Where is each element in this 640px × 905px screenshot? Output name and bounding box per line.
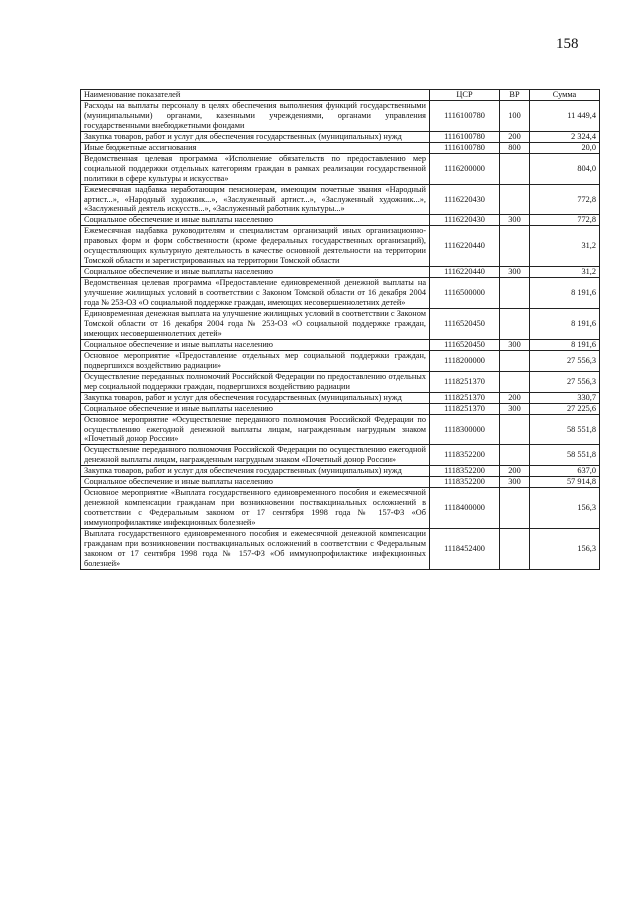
cell-sum: 156,3	[530, 488, 600, 529]
column-header-csr: ЦСР	[430, 90, 500, 101]
cell-csr: 1118352200	[430, 445, 500, 466]
cell-csr: 1116220440	[430, 226, 500, 267]
cell-name: Социальное обеспечение и иные выплаты населению	[81, 477, 430, 488]
column-header-name: Наименование показателей	[81, 90, 430, 101]
cell-csr: 1118352200	[430, 466, 500, 477]
cell-sum: 8 191,6	[530, 278, 600, 309]
table-row	[81, 184, 600, 215]
cell-name: Расходы на выплаты персоналу в целях обеспечения выполнения функций государственными (муниципальными) органами, казенными учреждениями, органами управления государственными внебюджетными фондами	[81, 100, 430, 131]
cell-name: Единовременная денежная выплата на улучшение жилищных условий в соответствии с Законом Томской области от 16 декабря 2004 года № 253-ОЗ «О социальной поддержке граждан, имеющих несовершеннолетних детей»	[81, 309, 430, 340]
cell-vr: 300	[500, 339, 530, 350]
table-row	[81, 445, 600, 466]
cell-vr: 300	[500, 477, 530, 488]
cell-csr: 1118352200	[430, 477, 500, 488]
cell-sum: 31,2	[530, 226, 600, 267]
table-row	[81, 414, 600, 445]
table-row	[81, 488, 600, 529]
table-row	[81, 477, 600, 488]
cell-name: Осуществление переданного полномочия Российской Федерации по осуществлению ежегодной денежной выплаты лицам, награжденным нагрудным знаком «Почетный донор России»	[81, 445, 430, 466]
cell-name: Основное мероприятие «Выплата государственного единовременного пособия и ежемесячной денежной компенсации гражданам при возникновении поствакцинальных осложнений в соответствии с Федеральным законом от 17 сентября 1998 года № 157-ФЗ «Об иммунопрофилактике инфекционных болезней»	[81, 488, 430, 529]
table-row	[81, 339, 600, 350]
cell-sum: 804,0	[530, 153, 600, 184]
cell-name: Основное мероприятие «Предоставление отдельных мер социальной поддержки граждан, подвергшихся воздействию радиации»	[81, 350, 430, 371]
cell-sum: 20,0	[530, 142, 600, 153]
table-row	[81, 215, 600, 226]
cell-name: Ведомственная целевая программа «Предоставление единовременной денежной выплаты на улучшение жилищных условий в соответствии с Законом Томской области от 16 декабря 2004 года № 253-ОЗ «О социальной поддержке граждан, имеющих несовершеннолетних детей»	[81, 278, 430, 309]
cell-sum: 2 324,4	[530, 131, 600, 142]
cell-vr: 200	[500, 466, 530, 477]
cell-csr: 1116220430	[430, 215, 500, 226]
cell-name: Социальное обеспечение и иные выплаты населению	[81, 215, 430, 226]
cell-sum: 772,8	[530, 184, 600, 215]
cell-vr: 200	[500, 392, 530, 403]
cell-sum: 57 914,8	[530, 477, 600, 488]
cell-name: Ежемесячная надбавка неработающим пенсионерам, имеющим почетные звания «Народный артист...», «Народный художник...», «Заслуженный артист...», «Заслуженный художник...», «Заслуженный деятель искусств...», «Заслуженный работник культуры...»	[81, 184, 430, 215]
table-row	[81, 392, 600, 403]
cell-sum: 8 191,6	[530, 309, 600, 340]
table-row	[81, 278, 600, 309]
cell-csr: 1116200000	[430, 153, 500, 184]
cell-name: Ежемесячная надбавка руководителям и специалистам организаций иных организационно-правовых форм и форм собственности (кроме федеральных государственных организаций), осуществляющих культурную деятельность в качестве основной деятельности на территории Томской области и зарегистрированных на территории Томской области	[81, 226, 430, 267]
table-row	[81, 267, 600, 278]
cell-csr: 1116220440	[430, 267, 500, 278]
cell-vr	[500, 414, 530, 445]
cell-name: Социальное обеспечение и иные выплаты населению	[81, 403, 430, 414]
cell-csr: 1116500000	[430, 278, 500, 309]
table-row	[81, 153, 600, 184]
cell-csr: 1116520450	[430, 309, 500, 340]
cell-vr: 100	[500, 100, 530, 131]
cell-csr: 1116220430	[430, 184, 500, 215]
cell-csr: 1118400000	[430, 488, 500, 529]
cell-name: Ведомственная целевая программа «Исполнение обязательств по предоставлению мер социальной поддержки отдельных категориям граждан в рамках реализации государственной политики в сфере культуры и искусства»	[81, 153, 430, 184]
cell-csr: 1116520450	[430, 339, 500, 350]
page-number: 158	[556, 36, 579, 52]
column-header-vr: ВР	[500, 90, 530, 101]
cell-vr	[500, 371, 530, 392]
cell-name: Закупка товаров, работ и услуг для обеспечения государственных (муниципальных) нужд	[81, 131, 430, 142]
cell-sum: 772,8	[530, 215, 600, 226]
cell-sum: 58 551,8	[530, 445, 600, 466]
cell-vr	[500, 278, 530, 309]
cell-sum: 31,2	[530, 267, 600, 278]
cell-sum: 27 225,6	[530, 403, 600, 414]
table-row	[81, 131, 600, 142]
cell-vr	[500, 226, 530, 267]
cell-vr	[500, 184, 530, 215]
cell-vr	[500, 309, 530, 340]
column-header-sum: Сумма	[530, 90, 600, 101]
cell-csr: 1118300000	[430, 414, 500, 445]
table-row	[81, 100, 600, 131]
cell-vr	[500, 350, 530, 371]
cell-csr: 1118200000	[430, 350, 500, 371]
cell-sum: 637,0	[530, 466, 600, 477]
cell-name: Осуществление переданных полномочий Российской Федерации по предоставлению отдельных мер социальной поддержки граждан, подвергшихся воздействию радиации	[81, 371, 430, 392]
budget-table	[80, 89, 600, 570]
cell-vr	[500, 488, 530, 529]
cell-name: Выплата государственного единовременного пособия и ежемесячной денежной компенсации гражданам при возникновении поствакцинальных осложнений в соответствии с Федеральным законом от 17 сентября 1998 года № 157-ФЗ «Об иммунопрофилактике инфекционных болезней»	[81, 529, 430, 570]
cell-vr	[500, 153, 530, 184]
cell-sum: 8 191,6	[530, 339, 600, 350]
table-row	[81, 529, 600, 570]
table-row	[81, 466, 600, 477]
table-row	[81, 371, 600, 392]
table-row	[81, 403, 600, 414]
cell-name: Социальное обеспечение и иные выплаты населению	[81, 339, 430, 350]
table-row	[81, 350, 600, 371]
cell-csr: 1116100780	[430, 100, 500, 131]
cell-sum: 27 556,3	[530, 371, 600, 392]
cell-csr: 1118251370	[430, 371, 500, 392]
cell-vr: 300	[500, 403, 530, 414]
cell-name: Основное мероприятие «Осуществление переданного полномочия Российской Федерации по осуществлению ежегодной денежной выплаты лицам, награжденным нагрудным знаком «Почетный донор России»	[81, 414, 430, 445]
table-header-row	[81, 90, 600, 101]
cell-csr: 1118251370	[430, 392, 500, 403]
cell-sum: 58 551,8	[530, 414, 600, 445]
cell-sum: 330,7	[530, 392, 600, 403]
cell-csr: 1116100780	[430, 131, 500, 142]
cell-sum: 11 449,4	[530, 100, 600, 131]
cell-name: Закупка товаров, работ и услуг для обеспечения государственных (муниципальных) нужд	[81, 392, 430, 403]
cell-name: Социальное обеспечение и иные выплаты населению	[81, 267, 430, 278]
cell-csr: 1118251370	[430, 403, 500, 414]
table-row	[81, 309, 600, 340]
cell-sum: 27 556,3	[530, 350, 600, 371]
cell-vr	[500, 445, 530, 466]
cell-vr: 200	[500, 131, 530, 142]
cell-name: Закупка товаров, работ и услуг для обеспечения государственных (муниципальных) нужд	[81, 466, 430, 477]
cell-sum: 156,3	[530, 529, 600, 570]
cell-vr: 800	[500, 142, 530, 153]
table-row	[81, 142, 600, 153]
cell-name: Иные бюджетные ассигнования	[81, 142, 430, 153]
cell-vr	[500, 529, 530, 570]
cell-csr: 1116100780	[430, 142, 500, 153]
cell-csr: 1118452400	[430, 529, 500, 570]
cell-vr: 300	[500, 215, 530, 226]
table-row	[81, 226, 600, 267]
cell-vr: 300	[500, 267, 530, 278]
